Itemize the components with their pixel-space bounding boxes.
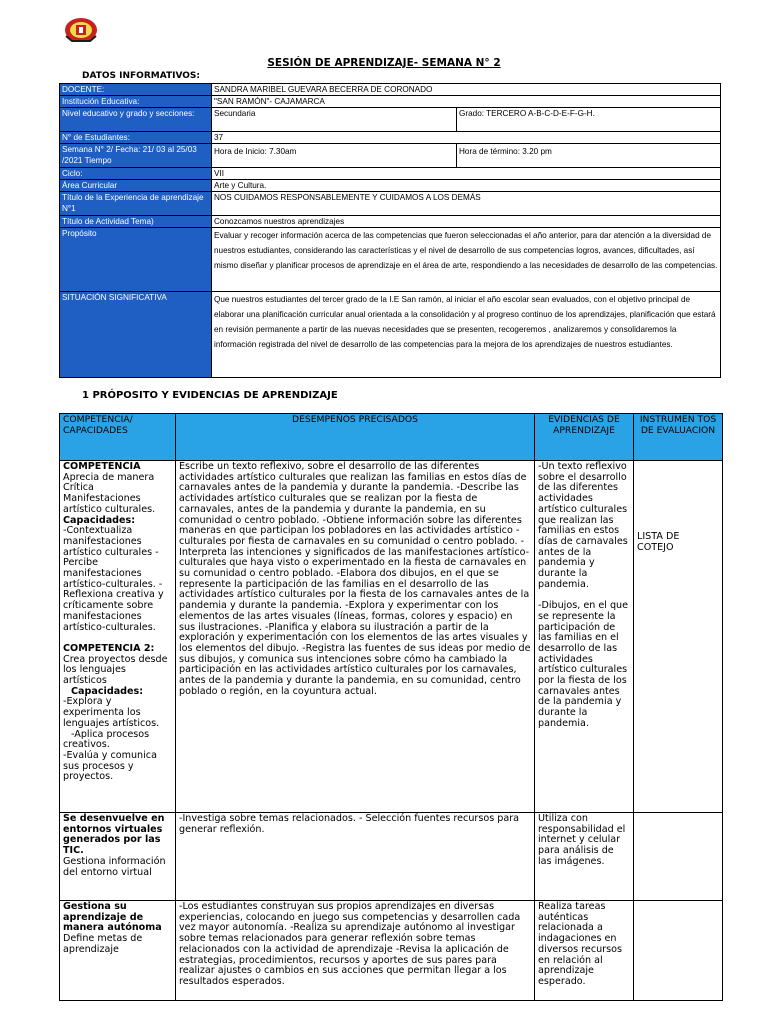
datos-informativos-label: DATOS INFORMATIVOS: <box>82 71 201 81</box>
competencia-tic-title: Se desenvuelve en entornos virtuales generados por las TIC. <box>63 813 165 857</box>
evidencias-cell-2: Utiliza con responsabilidad el internet y celular para análisis de las imágenes. <box>535 813 634 901</box>
proposito-value: Evaluar y recoger información acerca de las competencias que fueron seleccionadas el año anterior, para dar atención a la diversidad de nuestros estudiantes, considerando las características y el nivel de desarrollo de sus competencias logros, avances, dificultades, así mismo diseñar y planificar procesos de aprendizaje en el área de arte, respondiendo a las necesidades de desarrollo de las competencias. <box>212 228 721 292</box>
competencia-autonoma-text: Define metas de aprendizaje <box>63 933 143 955</box>
competencia-cell-1 <box>60 461 176 813</box>
info-row-estudiantes <box>60 132 721 144</box>
instrumento-lista-cotejo: LISTA DE COTEJO <box>637 531 680 553</box>
capacidades-2-a: -Explora y experimenta los lenguajes artísticos. <box>63 696 160 729</box>
competencias-row-1 <box>60 461 723 813</box>
capacidades-title: Capacidades: <box>63 514 136 526</box>
competencia-2-title: COMPETENCIA 2: <box>63 642 155 654</box>
page-title: SESIÓN DE APRENDIZAJE- SEMANA N° 2 <box>267 57 501 69</box>
instrumentos-cell-3 <box>634 901 723 1001</box>
header-desempenos: DESEMPEÑOS PRECISADOS <box>176 414 535 461</box>
header-competencia: COMPETENCIA/ CAPACIDADES <box>60 414 176 461</box>
info-table <box>59 83 721 378</box>
estudiantes-label: N° de Estudiantes: <box>60 132 212 144</box>
evidencias-cell-3: Realiza tareas auténticas relacionada a indagaciones en diversos recursos en relación al aprendizaje esperado. <box>535 901 634 1001</box>
area-label: Área Curricular <box>60 180 212 192</box>
grado-value: Grado: TERCERO A-B-C-D-E-F-G-H. <box>457 108 721 132</box>
experiencia-label: Título de la Experiencia de aprendizaje N°1 <box>60 192 212 216</box>
evidencia-dibujos: -Dibujos, en el que se represente la participación de las familias en el desarrollo de las actividades artístico culturales por la fiesta de los carnavales antes de la pandemia y durante la pandemia. <box>538 600 629 729</box>
info-row-institucion <box>60 96 721 108</box>
hora-termino-value: Hora de término: 3.20 pm <box>457 144 721 168</box>
instrumentos-cell-1 <box>634 461 723 813</box>
desempenos-cell-1: Escribe un texto reflexivo, sobre el desarrollo de las diferentes actividades artístico culturales que realizan las familias en estos días de carnavales antes de la pandemia y durante la pandemia. -Describe las actividades artístico culturales que se realizan por la fiesta de carnavales, antes de la pandemia y durante la pandemia, en su comunidad o centro poblado. -Obtiene información sobre las diferentes maneras en que participan los pobladores en las actividades artístico - culturales por fiesta de carnavales en su comunidad o centro poblado. -Interpreta las intenciones y significados de las manifestaciones artístico- culturales que haya visto o experimentado en la fiesta de carnavales en su comunidad o centro poblado. -Elabora dos dibujos, en el que se represente la participación de las familias en el desarrollo de las actividades artístico culturales por la fiesta de los carnavales antes de la pandemia y durante la pandemia. -Explora y experimentar con los elementos de las artes visuales (líneas, formas, colores y espacio) en sus ilustraciones. -Planifica y elabora su ilustración a partir de la exploración y experimentación con los elementos de las artes visuales y los elementos del dibujo. -Registra las fuentes de sus ideas por medio de sus dibujos, y comunica sus intenciones sobre cómo ha cambiado la participación en las actividades artístico culturales por los carnavales, antes de la pandemia y durante la pandemia, en su comunidad, centro poblado o región, en la coyuntura actual. <box>176 461 535 813</box>
capacidades-2-b: -Aplica procesos creativos. <box>63 728 150 751</box>
info-row-docente <box>60 84 721 96</box>
info-row-proposito <box>60 228 721 292</box>
instrumentos-cell-2 <box>634 813 723 901</box>
school-crest-icon <box>64 16 98 44</box>
capacidades-2-title: Capacidades: <box>71 685 144 697</box>
nivel-label: Nivel educativo y grado y secciones: <box>60 108 212 132</box>
situacion-value: Que nuestros estudiantes del tercer grado de la I.E San ramón, al iniciar el año escolar sean evaluados, con el objetivo principal de elaborar una planificación curricular anual orientada a la consolidación y al progreso continuo de los aprendizajes, planificación que estará en revisión permanente a partir de las nuevas necesidades que se presenten, recogeremos , analizaremos y consolidaremos la información registrada del nivel de desarrollo de las competencias para la mejora de los aprendizajes de nuestros estudiantes. <box>212 292 721 378</box>
docente-value: SANDRA MARIBEL GUEVARA BECERRA DE CORONADO <box>212 84 721 96</box>
competencias-row-3 <box>60 901 723 1001</box>
institucion-label: Institución Educativa: <box>60 96 212 108</box>
desempenos-cell-2: -Investiga sobre temas relacionados. - Selección fuentes recursos para generar reflexión. <box>176 813 535 901</box>
competencia-cell-3 <box>60 901 176 1001</box>
evidencia-texto: -Un texto reflexivo sobre el desarrollo de las diferentes actividades artístico culturales que realizan las familias en estos días de carnavales antes de la pandemia y durante la pandemia. <box>538 461 628 590</box>
header-instrumentos: INSTRUMEN TOS DE EVALUACION <box>634 414 723 461</box>
info-row-area <box>60 180 721 192</box>
desempenos-cell-3: -Los estudiantes construyan sus propios aprendizajes en diversas experiencias, colocando en juego sus competencias y desarrollen cada vez mayor autonomía. -Realiza su aprendizaje autónomo al investigar sobre temas relacionados para generar reflexión sobre temas relacionados con la actividad de aprendizaje -Revisa la aplicación de estrategias, procedimientos, recursos y aportes de sus pares para realizar ajustes o cambios en sus acciones que permitan llegar a los resultados esperados. <box>176 901 535 1001</box>
actividad-label: Título de Actividad Tema) <box>60 216 212 228</box>
info-row-ciclo <box>60 168 721 180</box>
competencia-title: COMPETENCIA <box>63 461 141 472</box>
estudiantes-value: 37 <box>212 132 721 144</box>
competencia-2-text: Crea proyectos desde los lenguajes artísticos <box>63 653 168 687</box>
capacidades-2-c: -Evalúa y comunica sus procesos y proyectos. <box>63 749 157 783</box>
experiencia-value: NOS CUIDAMOS RESPONSABLEMENTE Y CUIDAMOS A LOS DEMÁS <box>212 192 721 216</box>
header-evidencias: EVIDENCIAS DE APRENDIZAJE <box>535 414 634 461</box>
actividad-value: Conozcamos nuestros aprendizajes <box>212 216 721 228</box>
proposito-label: Propósito <box>60 228 212 292</box>
competencias-row-2 <box>60 813 723 901</box>
evidencias-cell-1 <box>535 461 634 813</box>
semana-label: Semana N° 2/ Fecha: 21/ 03 al 25/03 /2021 Tiempo <box>60 144 212 168</box>
ciclo-label: Ciclo: <box>60 168 212 180</box>
info-row-actividad <box>60 216 721 228</box>
docente-label: DOCENTE: <box>60 84 212 96</box>
nivel-value: Secundaria <box>212 108 457 132</box>
hora-inicio-value: Hora de Inicio: 7.30am <box>212 144 457 168</box>
competencias-table <box>59 413 723 1001</box>
competencia-cell-2 <box>60 813 176 901</box>
competencia-text: Aprecia de manera Crítica Manifestaciones artístico culturales. <box>63 471 156 515</box>
capacidades-text: -Contextualiza manifestaciones artístico culturales -Percibe manifestaciones artístico-culturales. -Reflexiona creativa y críticamente sobre manifestaciones artístico-culturales. <box>63 525 164 633</box>
competencia-autonoma-title: Gestiona su aprendizaje de manera autónoma <box>63 901 162 934</box>
competencia-tic-text: Gestiona información del entorno virtual <box>63 855 166 878</box>
info-row-semana <box>60 144 721 168</box>
area-value: Arte y Cultura. <box>212 180 721 192</box>
info-row-experiencia <box>60 192 721 216</box>
ciclo-value: VII <box>212 168 721 180</box>
info-row-situacion <box>60 292 721 378</box>
section-heading: 1 PRÓPOSITO Y EVIDENCIAS DE APRENDIZAJE <box>82 390 338 401</box>
institucion-value: "SAN RAMÓN"- CAJAMARCA <box>212 96 721 108</box>
info-row-nivel <box>60 108 721 132</box>
situacion-label: SITUACIÓN SIGNIFICATIVA <box>60 292 212 378</box>
competencias-header-row <box>60 414 723 461</box>
